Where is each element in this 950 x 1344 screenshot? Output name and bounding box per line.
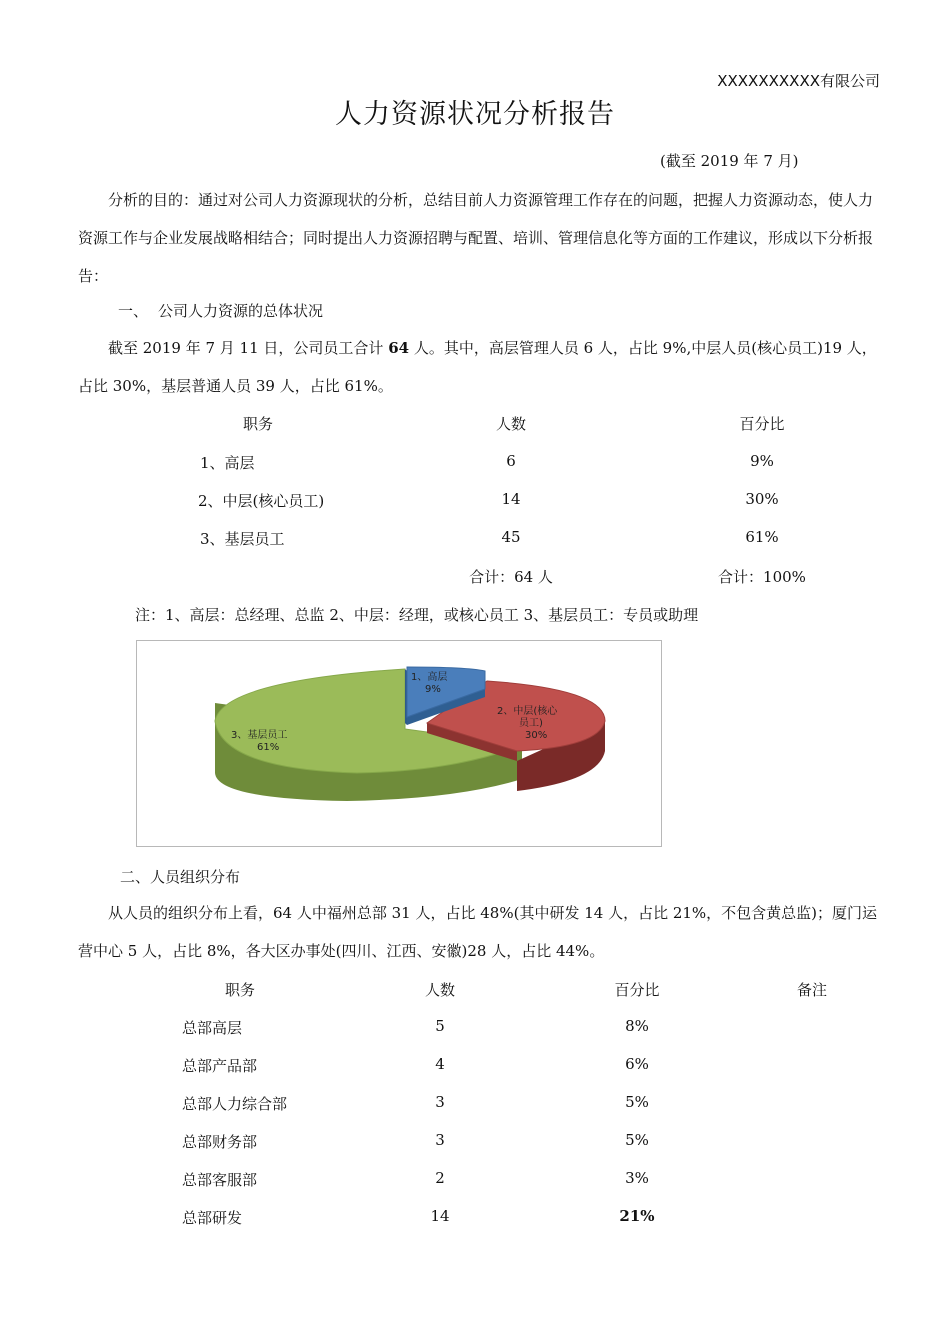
- table2-row-role: 总部产品部: [182, 1057, 258, 1075]
- table2-header-pct: 百分比: [614, 981, 660, 999]
- section1-para-part-a: 截至 2019 年 7 月 11 日，公司员工合计: [108, 339, 389, 357]
- section1-number: 一、: [118, 302, 149, 320]
- table2-row-pct: 5%: [625, 1131, 649, 1149]
- table2-row-role: 总部高层: [182, 1019, 243, 1037]
- table2-row-pct: 8%: [625, 1017, 649, 1035]
- table2-row-count: 3: [435, 1093, 445, 1111]
- table2-row-pct: 3%: [625, 1169, 649, 1187]
- table2-row-count: 14: [430, 1207, 450, 1225]
- table2-row-pct: 5%: [625, 1093, 649, 1111]
- table1-row1-pct: 9%: [750, 452, 774, 470]
- table1-total-pct: 合计：100%: [718, 568, 806, 586]
- section1-paragraph: [78, 329, 880, 405]
- table2-row-count: 3: [435, 1131, 445, 1149]
- table2-row-role: 总部客服部: [182, 1171, 258, 1189]
- table2-header-remark: 备注: [796, 981, 828, 999]
- pie-label-mid-pct: 30%: [525, 730, 548, 741]
- table1-header-pct: 百分比: [739, 415, 785, 433]
- table1-total-count: 合计：64 人: [469, 568, 553, 586]
- section2-heading: 二、人员组织分布: [120, 868, 241, 886]
- table1-row2-pct: 30%: [745, 490, 779, 508]
- table1-row1-count: 6: [506, 452, 516, 470]
- pie-label-base-pct: 61%: [257, 742, 280, 753]
- pie-label-top-pct: 9%: [425, 684, 441, 695]
- section1-heading: 公司人力资源的总体状况: [158, 302, 324, 320]
- report-date: (截至 2019 年 7 月): [660, 152, 799, 170]
- pie-label-mid-name: 2、中层(核心: [497, 706, 558, 717]
- table2-row-role: 总部财务部: [182, 1133, 258, 1151]
- table1-row2-role: 2、中层(核心员工): [198, 492, 325, 510]
- table1-note: 注：1、高层：总经理、总监 2、中层：经理，或核心员工 3、基层员工：专员或助理: [135, 606, 699, 624]
- table2-row-role: 总部研发: [182, 1209, 243, 1227]
- section1-total-count: 64: [388, 339, 410, 357]
- intro-paragraph: 分析的目的：通过对公司人力资源现状的分析，总结目前人力资源管理工作存在的问题，把握人力资源动态，使人力资源工作与企业发展战略相结合；同时提出人力资源招聘与配置、培训、管理信息化等方面的工作建议，形成以下分析报告：: [78, 191, 874, 285]
- table2-row-count: 4: [435, 1055, 445, 1073]
- table1-row3-pct: 61%: [745, 528, 779, 546]
- pie-label-base-name: 3、基层员工: [231, 730, 288, 741]
- pie-chart-frame: [136, 640, 662, 847]
- table2-header-role: 职务: [224, 981, 256, 999]
- report-title: 人力资源状况分析报告: [335, 99, 615, 130]
- company-name: XXXXXXXXXX有限公司: [717, 72, 880, 90]
- pie-chart: [137, 641, 661, 846]
- section2-paragraph: 从人员的组织分布上看，64 人中福州总部 31 人，占比 48%(其中研发 14 人，占比 21%，不包含黄总监)；厦门运营中心 5 人，占比 8%，各大区办事处(四川、江西、安徽)28 人，占比 44%。: [78, 904, 878, 960]
- table2-row-count: 2: [435, 1169, 445, 1187]
- table2-row-pct: 21%: [619, 1207, 655, 1225]
- section1-para-part-b: 人。其中，高层管理人员 6 人，占比 9%,中层人员(核心员工)19 人，占比 30%，基层普通人员 39 人，占比 61%。: [78, 339, 877, 395]
- pie-label-top-name: 1、高层: [411, 672, 448, 683]
- pie-label-mid-name2: 员工): [519, 718, 543, 729]
- table2-header-count: 人数: [424, 981, 456, 999]
- table2-row-count: 5: [435, 1017, 445, 1035]
- table1-header-role: 职务: [242, 415, 274, 433]
- table1-row3-role: 3、基层员工: [200, 530, 285, 548]
- table1-row1-role: 1、高层: [200, 454, 255, 472]
- table2-row-pct: 6%: [625, 1055, 649, 1073]
- table1-row3-count: 45: [501, 528, 521, 546]
- table2-row-role: 总部人力综合部: [182, 1095, 288, 1113]
- table1-header-count: 人数: [495, 415, 527, 433]
- table1-row2-count: 14: [501, 490, 521, 508]
